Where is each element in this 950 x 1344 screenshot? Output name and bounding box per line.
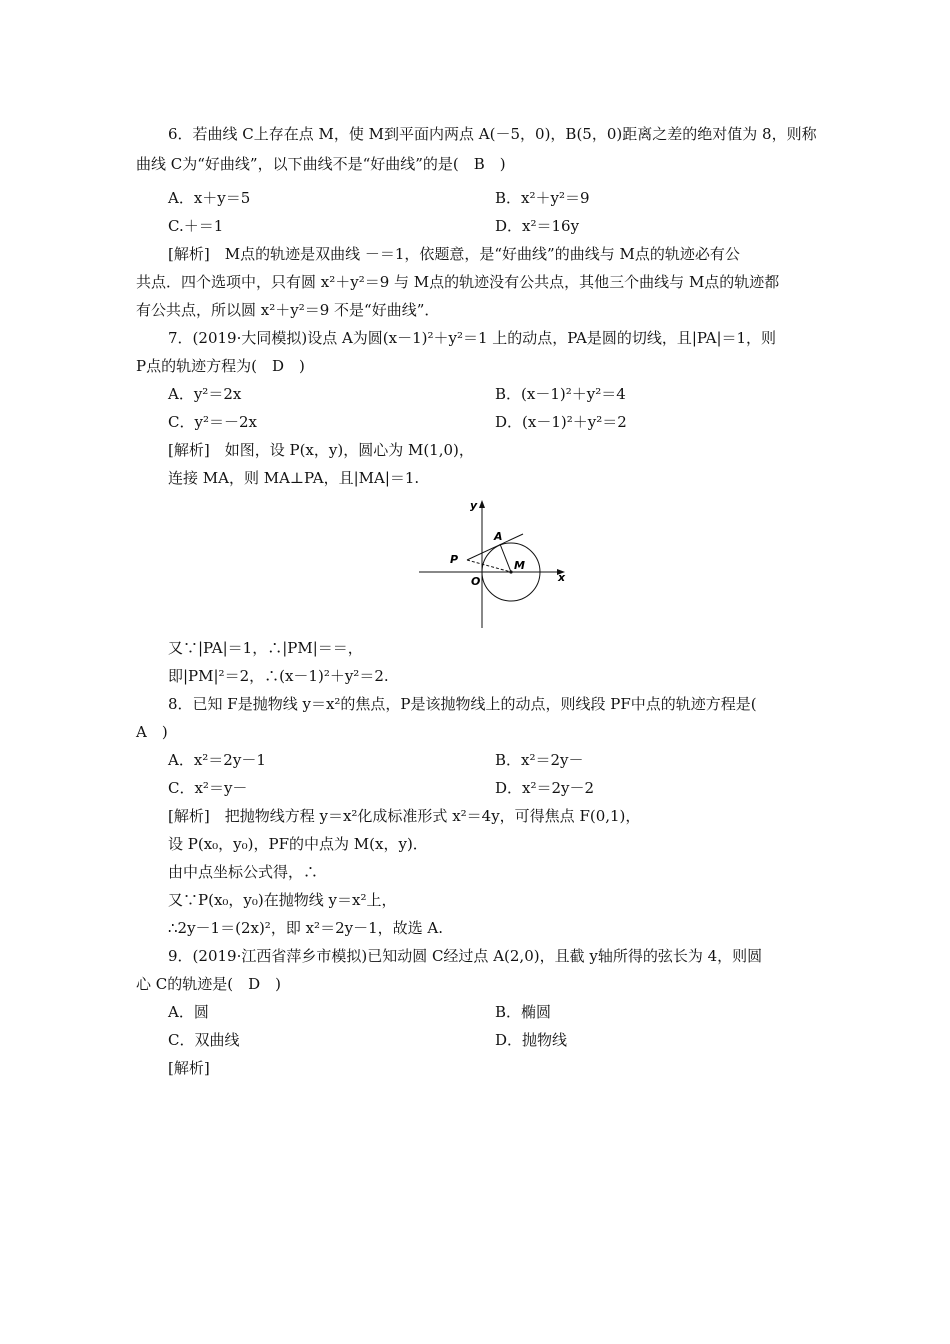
q6-stem-line2: 曲线 C为“好曲线”，以下曲线不是“好曲线”的是( B ) xyxy=(136,155,506,173)
point-m-label: M xyxy=(514,559,525,572)
y-axis-arrow xyxy=(479,500,485,508)
q7-solution-line3: 又∵|PA|＝1，∴|PM|＝＝， xyxy=(168,639,363,657)
q8-solution-line1: [解析] 把抛物线方程 y＝x²化成标准形式 x²＝4y，可得焦点 F(0,1)， xyxy=(168,807,641,825)
q8-solution-line2: 设 P(x₀，y₀)，PF的中点为 M(x，y)． xyxy=(168,835,428,853)
q7-option-d: D．(x－1)²＋y²＝2 xyxy=(495,413,627,431)
radius-ma xyxy=(500,544,511,572)
q8-solution-line4: 又∵P(x₀，y₀)在抛物线 y＝x²上， xyxy=(168,891,397,909)
q8-option-a: A．x²＝2y－1 xyxy=(168,751,266,769)
q8-solution-line5: ∴2y－1＝(2x)²，即 x²＝2y－1，故选 A. xyxy=(168,919,443,937)
q7-option-a: A．y²＝2x xyxy=(168,385,242,403)
q7-solution-line4: 即|PM|²＝2，∴(x－1)²＋y²＝2. xyxy=(168,667,389,685)
q9-option-b: B．椭圆 xyxy=(495,1003,552,1021)
q8-stem-line1: 8．已知 F是抛物线 y＝x²的焦点，P是该抛物线上的动点，则线段 PF中点的轨迹方程是( xyxy=(168,695,757,713)
q9-solution-line1: [解析] xyxy=(168,1059,210,1077)
q7-option-b: B．(x－1)²＋y²＝4 xyxy=(495,385,626,403)
point-a-label: A xyxy=(494,530,503,543)
q8-option-c: C．x²＝y－ xyxy=(168,779,248,797)
q6-option-d: D．x²＝16y xyxy=(495,217,580,235)
point-p-label: P xyxy=(450,553,459,566)
q8-stem-line2: A ) xyxy=(136,723,168,741)
q6-solution-line1: [解析] M点的轨迹是双曲线 －＝1，依题意，是“好曲线”的曲线与 M点的轨迹必有公 xyxy=(168,245,740,263)
q6-solution-line3: 有公共点，所以圆 x²＋y²＝9 不是“好曲线”． xyxy=(136,301,440,319)
q7-stem-line2: P点的轨迹方程为( D ) xyxy=(136,357,305,375)
q8-option-b: B．x²＝2y－ xyxy=(495,751,584,769)
q9-option-a: A．圆 xyxy=(168,1003,209,1021)
origin-label: O xyxy=(471,575,481,588)
q9-option-d: D．抛物线 xyxy=(495,1031,568,1049)
q9-stem-line1: 9．(2019·江西省萍乡市模拟)已知动圆 C经过点 A(2,0)，且截 y轴所得的弦长为 4，则圆 xyxy=(168,947,763,965)
center-point xyxy=(509,570,512,573)
q6-option-a: A．x＋y＝5 xyxy=(168,189,251,207)
segment-pm xyxy=(467,560,511,572)
q9-option-c: C．双曲线 xyxy=(168,1031,240,1049)
q6-stem-line1: 6．若曲线 C上存在点 M，使 M到平面内两点 A(－5，0)，B(5，0)距离之差的绝对值为 8，则称 xyxy=(168,125,817,143)
x-axis-label: x xyxy=(558,571,566,584)
q7-solution-line1: [解析] 如图，设 P(x，y)，圆心为 M(1,0)， xyxy=(168,441,474,459)
q9-stem-line2: 心 C的轨迹是( D ) xyxy=(136,975,281,993)
q7-solution-line2: 连接 MA，则 MA⊥PA，且|MA|＝1. xyxy=(168,469,420,487)
q8-option-d: D．x²＝2y－2 xyxy=(495,779,595,797)
q7-option-c: C．y²＝－2x xyxy=(168,413,257,431)
q6-option-c: C.＋＝1 xyxy=(168,217,224,235)
circle-tangent-figure xyxy=(415,494,571,628)
q8-solution-line3: 由中点坐标公式得，∴ xyxy=(168,863,319,881)
q7-stem-line1: 7．(2019·大同模拟)设点 A为圆(x－1)²＋y²＝1 上的动点，PA是圆的切线，且|PA|＝1，则 xyxy=(168,329,777,347)
y-axis-label: y xyxy=(470,499,478,512)
q6-solution-line2: 共点．四个选项中，只有圆 x²＋y²＝9 与 M点的轨迹没有公共点，其他三个曲线与 M点的轨迹都 xyxy=(136,273,780,291)
q6-option-b: B．x²＋y²＝9 xyxy=(495,189,590,207)
